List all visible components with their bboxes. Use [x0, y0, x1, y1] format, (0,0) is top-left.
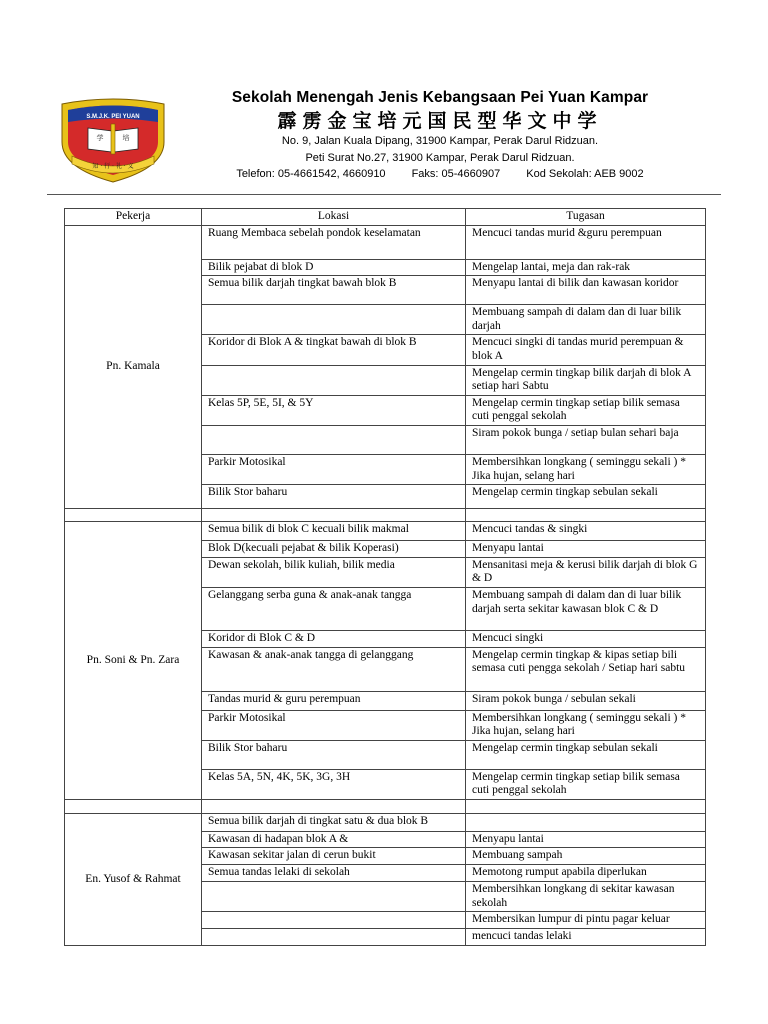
lokasi-cell: Kelas 5P, 5E, 5I, & 5Y	[202, 395, 466, 425]
tugasan-cell: Mengelap cermin tingkap setiap bilik semasa cuti penggal sekolah	[466, 395, 706, 425]
lokasi-cell: Kawasan di hadapan blok A &	[202, 831, 466, 848]
lokasi-cell	[202, 425, 466, 454]
empty-cell	[65, 509, 202, 522]
faks: Faks: 05-4660907	[411, 168, 501, 180]
tugasan-cell: Menyapu lantai	[466, 541, 706, 558]
empty-cell	[202, 509, 466, 522]
tugasan-cell: Mencuci tandas & singki	[466, 522, 706, 541]
empty-cell	[65, 799, 202, 813]
tugasan-cell: Mencuci tandas murid &guru perempuan	[466, 225, 706, 259]
table-row	[65, 522, 706, 541]
tugasan-cell: mencuci tandas lelaki	[466, 929, 706, 946]
lokasi-cell: Bilik Stor baharu	[202, 485, 466, 509]
lokasi-cell: Koridor di Blok A & tingkat bawah di blok B	[202, 335, 466, 365]
tugasan-cell: Membuang sampah di dalam dan di luar bilik darjah	[466, 305, 706, 335]
tugasan-cell: Siram pokok bunga / setiap bulan sehari baja	[466, 425, 706, 454]
tugasan-cell: Mencuci singki	[466, 630, 706, 647]
lokasi-cell	[202, 365, 466, 395]
lokasi-cell	[202, 912, 466, 929]
empty-cell	[466, 509, 706, 522]
lokasi-cell	[202, 929, 466, 946]
school-crest-logo	[58, 98, 168, 184]
lokasi-cell: Semua tandas lelaki di sekolah	[202, 865, 466, 882]
tugasan-cell: Menyapu lantai	[466, 831, 706, 848]
empty-cell	[466, 799, 706, 813]
tugasan-cell: Mengelap cermin tingkap sebulan sekali	[466, 740, 706, 769]
table-header-row	[65, 209, 706, 226]
tugasan-cell: Siram pokok bunga / sebulan sekali	[466, 691, 706, 710]
lokasi-cell: Blok D(kecuali pejabat & bilik Koperasi)	[202, 541, 466, 558]
lokasi-cell: Bilik pejabat di blok D	[202, 259, 466, 276]
tugasan-cell	[466, 813, 706, 831]
crest-motto-text: 知 · 行 · 礼 · 义	[92, 163, 134, 170]
header-tugasan: Tugasan	[466, 209, 706, 226]
table-row	[65, 813, 706, 831]
lokasi-cell	[202, 305, 466, 335]
contact-line	[230, 166, 650, 183]
table-row	[65, 225, 706, 259]
school-info	[230, 88, 650, 183]
tugasan-cell: Mengelap cermin tingkap & kipas setiap bili semasa cuti pengga sekolah / Setiap hari sabtu	[466, 647, 706, 691]
worker-cell: Pn. Soni & Pn. Zara	[65, 522, 202, 800]
tugasan-cell: Menyapu lantai di bilik dan kawasan koridor	[466, 276, 706, 305]
lokasi-cell: Parkir Motosikal	[202, 710, 466, 740]
tugasan-cell: Mengelap cermin tingkap sebulan sekali	[466, 485, 706, 509]
tugasan-cell: Mencuci singki di tandas murid perempuan & blok A	[466, 335, 706, 365]
lokasi-cell: Kawasan sekitar jalan di cerun bukit	[202, 848, 466, 865]
tugasan-cell: Mensanitasi meja & kerusi bilik darjah di blok G & D	[466, 557, 706, 587]
lokasi-cell: Parkir Motosikal	[202, 454, 466, 484]
tugasan-cell: Membersihkan longkang ( seminggu sekali ) * Jika hujan, selang hari	[466, 710, 706, 740]
tugasan-cell: Membersihkan longkang di sekitar kawasan sekolah	[466, 882, 706, 912]
lokasi-cell: Koridor di Blok C & D	[202, 630, 466, 647]
lokasi-cell: Kawasan & anak-anak tangga di gelanggang	[202, 647, 466, 691]
tugasan-cell: Membersikan lumpur di pintu pagar keluar	[466, 912, 706, 929]
letterhead	[0, 0, 768, 200]
crest-banner-text: S.M.J.K. PEI YUAN	[86, 114, 140, 120]
lokasi-cell: Semua bilik darjah di tingkat satu & dua blok B	[202, 813, 466, 831]
lokasi-cell	[202, 882, 466, 912]
lokasi-cell: Kelas 5A, 5N, 4K, 5K, 3G, 3H	[202, 769, 466, 799]
worker-cell: En. Yusof & Rahmat	[65, 813, 202, 945]
school-name-chinese: 霹雳金宝培元国民型华文中学	[277, 110, 603, 132]
spacer-row	[65, 509, 706, 522]
tugasan-cell: Mengelap cermin tingkap bilik darjah di blok A setiap hari Sabtu	[466, 365, 706, 395]
header-divider	[47, 194, 721, 195]
roster-body	[65, 209, 706, 946]
tugasan-cell: Memotong rumput apabila diperlukan	[466, 865, 706, 882]
lokasi-cell: Dewan sekolah, bilik kuliah, bilik media	[202, 557, 466, 587]
header-lokasi: Lokasi	[202, 209, 466, 226]
lokasi-cell: Semua bilik di blok C kecuali bilik makmal	[202, 522, 466, 541]
address-line-2: Peti Surat No.27, 31900 Kampar, Perak Darul Ridzuan.	[305, 151, 575, 164]
lokasi-cell: Semua bilik darjah tingkat bawah blok B	[202, 276, 466, 305]
tugasan-cell: Mengelap cermin tingkap setiap bilik semasa cuti penggal sekolah	[466, 769, 706, 799]
svg-text:学: 学	[96, 134, 104, 142]
lokasi-cell: Tandas murid & guru perempuan	[202, 691, 466, 710]
address-line-1: No. 9, Jalan Kuala Dipang, 31900 Kampar, Perak Darul Ridzuan.	[281, 135, 599, 147]
lokasi-cell: Ruang Membaca sebelah pondok keselamatan	[202, 225, 466, 259]
empty-cell	[202, 799, 466, 813]
tugasan-cell: Membuang sampah di dalam dan di luar bilik darjah serta sekitar kawasan blok C & D	[466, 587, 706, 630]
header-pekerja: Pekerja	[65, 209, 202, 226]
duty-roster-table	[64, 208, 706, 946]
lokasi-cell: Bilik Stor baharu	[202, 740, 466, 769]
school-name: Sekolah Menengah Jenis Kebangsaan Pei Yuan Kampar	[231, 89, 649, 106]
lokasi-cell: Gelanggang serba guna & anak-anak tangga	[202, 587, 466, 630]
tugasan-cell: Membuang sampah	[466, 848, 706, 865]
tugasan-cell: Membersihkan longkang ( seminggu sekali ) * Jika hujan, selang hari	[466, 454, 706, 484]
telefon: Telefon: 05-4661542, 4660910	[236, 168, 386, 180]
spacer-row	[65, 799, 706, 813]
svg-text:培: 培	[122, 134, 130, 142]
worker-cell: Pn. Kamala	[65, 225, 202, 509]
tugasan-cell: Mengelap lantai, meja dan rak-rak	[466, 259, 706, 276]
kod-sekolah: Kod Sekolah: AEB 9002	[526, 168, 644, 180]
